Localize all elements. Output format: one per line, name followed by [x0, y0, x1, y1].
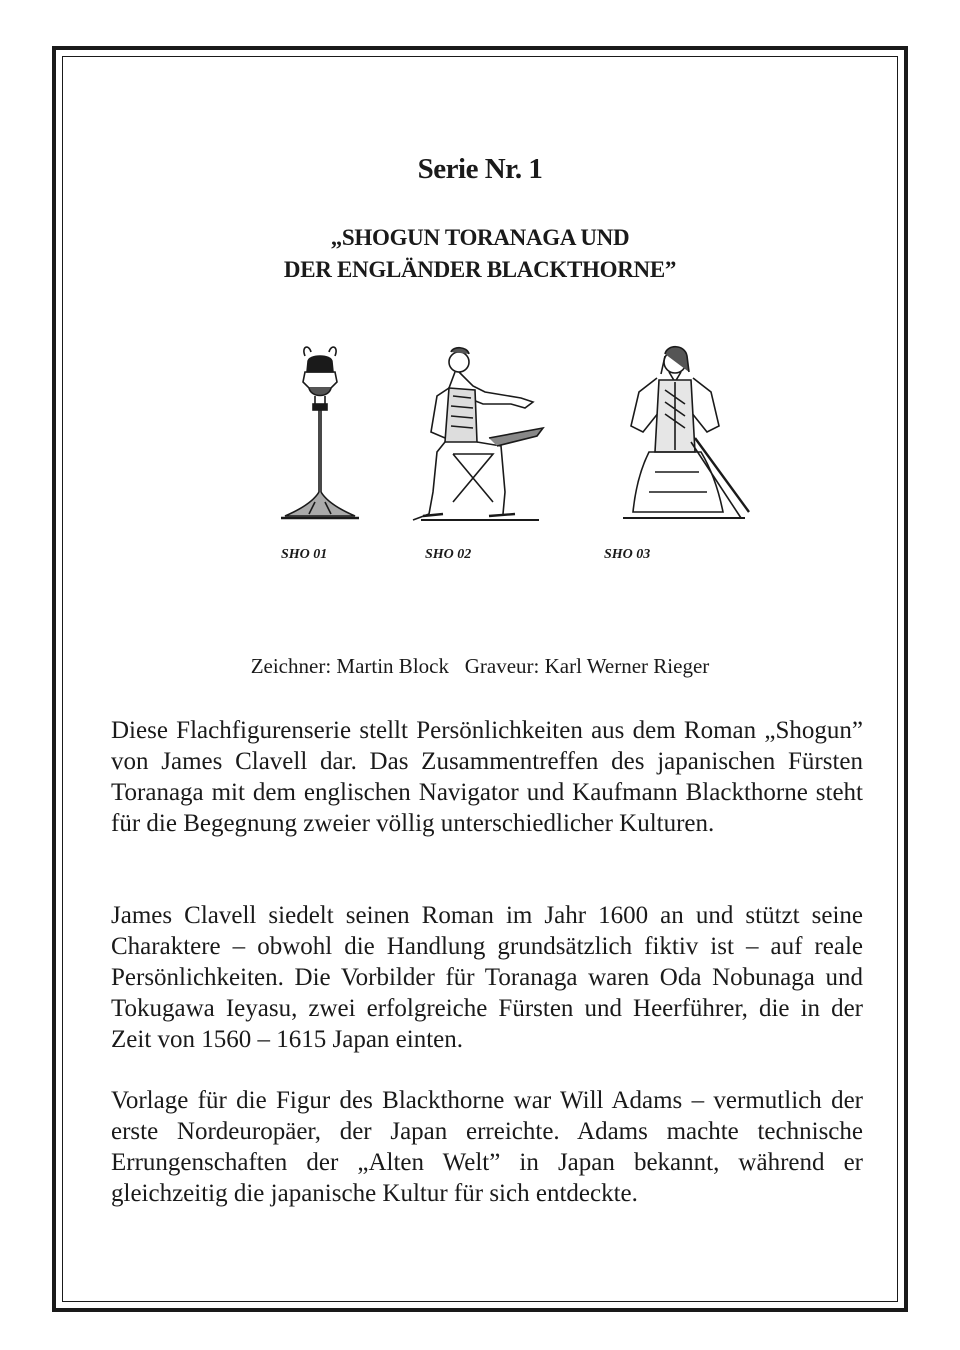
kneeling-samurai-icon: [599, 342, 769, 522]
paragraph-intro: Diese Flachfigurenserie stellt Persönlichkeiten aus dem Roman „Shogun” von James Clavell dar. Das Zusammentreffen des japanischen Fürsten Toranaga mit dem englischen Navigator und Kaufmann Blackthorne steht für die Begegnung zweier völlig unterschiedlicher Kulturen.: [111, 717, 863, 837]
seated-figure-icon: [393, 342, 563, 522]
page-border-inner: [62, 56, 898, 1302]
credits-line: Zeichner: Martin Block Graveur: Karl Werner Rieger: [250, 654, 710, 678]
series-title-line-2: DER ENGLÄNDER BLACKTHORNE”: [283, 257, 677, 282]
page-border: [52, 46, 908, 1312]
figure-code-sho01: SHO 01: [281, 547, 328, 562]
figure-code-sho03: SHO 03: [604, 547, 651, 562]
paragraph-adams: Vorlage für die Figur des Blackthorne war Will Adams – vermutlich der erste Nordeuropäer, der Japan erreichte. Adams machte technische Errungenschaften der „Alten Welt” in Japan bekannt, während er gleichzeitig die japanische Kultur für sich entdeckte.: [111, 1087, 863, 1207]
series-title-line-1: „SHOGUN TORANAGA UND: [330, 225, 630, 250]
series-heading: Serie Nr. 1: [417, 153, 543, 185]
paragraph-clavell: James Clavell siedelt seinen Roman im Jahr 1600 an und stützt seine Charaktere – obwohl die Handlung grundsätzlich fiktiv ist – auf reale Persönlichkeiten. Die Vorbilder für Toranaga waren Oda Nobunaga und Tokugawa Ieyasu, zwei erfolgreiche Fürsten und Heerführer, die in der Zeit von 1560 – 1615 Japan einten.: [111, 902, 863, 1053]
series-title: [63, 222, 897, 286]
helmet-stand-icon: [275, 342, 365, 522]
figure-code-sho02: SHO 02: [425, 547, 472, 562]
